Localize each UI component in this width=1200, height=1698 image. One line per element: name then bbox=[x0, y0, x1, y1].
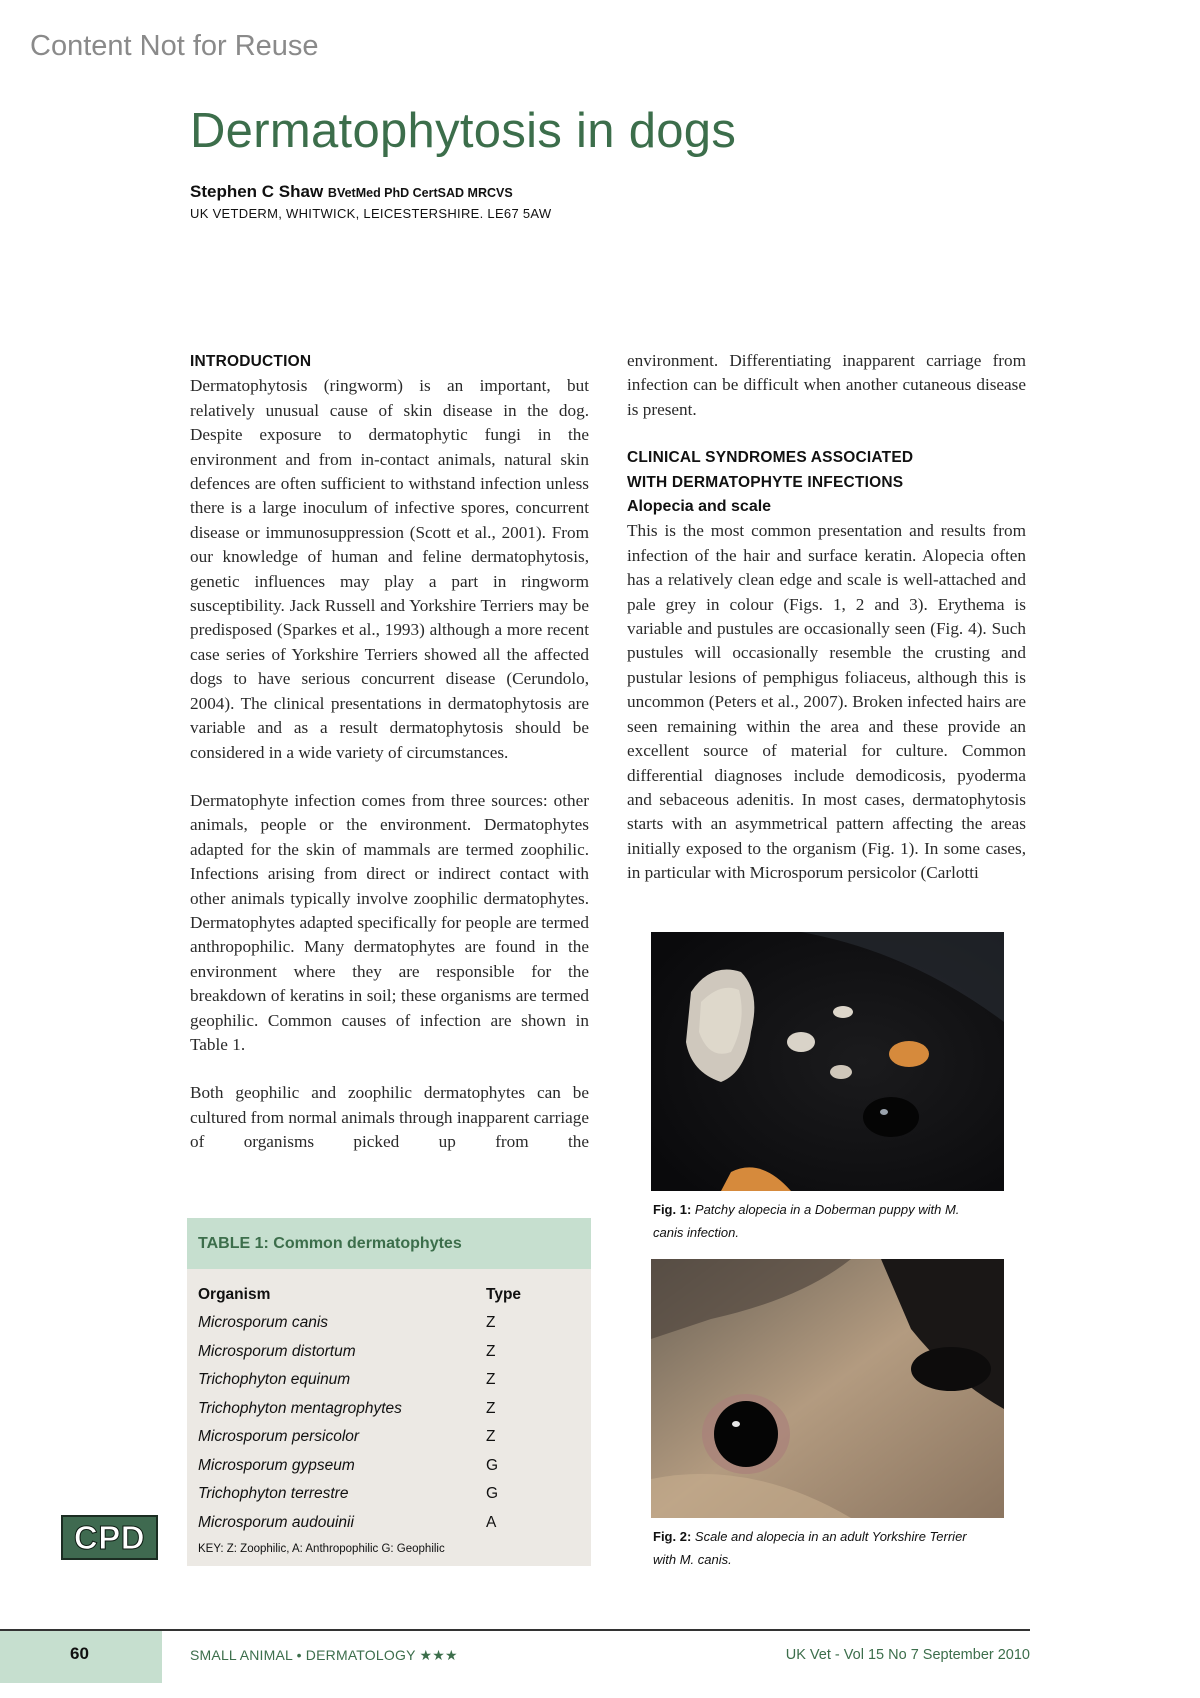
organism-cell: Trichophyton mentagrophytes bbox=[198, 1399, 402, 1417]
table-key: KEY: Z: Zoophilic, A: Anthropophilic G: Geophilic bbox=[198, 1543, 445, 1555]
paragraph: Dermatophytosis (ringworm) is an important, but relatively unusual cause of skin disease in the dog. Despite exposure to dermatophytic fungi in the environment and from in-contact animals, natural skin defences are often sufficient to withstand infection unless there is a large inoculum of infective spores, concurrent disease or immunosuppression (Scott et al., 2001). From our knowledge of human and feline dermatophytosis, genetic influences may play a part in ringworm susceptibility. Jack Russell and Yorkshire Terriers may be predisposed (Sparkes et al., 1993) although a more recent case series of Yorkshire Terriers showed all the affected dogs to have serious concurrent disease (Cerundolo, 2004). The clinical presentations in dermatophytosis are variable and as a result dermatophytosis should be considered in a wide variety of circumstances. bbox=[190, 376, 589, 762]
figure-1-image bbox=[651, 932, 1004, 1191]
table-row bbox=[198, 1480, 521, 1509]
figure-1-caption bbox=[653, 1198, 983, 1244]
watermark: Content Not for Reuse bbox=[30, 30, 319, 62]
author-line bbox=[190, 182, 513, 202]
table-grid bbox=[198, 1281, 521, 1537]
section-heading-introduction: INTRODUCTION bbox=[190, 353, 312, 370]
organism-cell: Microsporum audouinii bbox=[198, 1513, 354, 1531]
type-cell: Z bbox=[486, 1371, 496, 1389]
type-cell: Z bbox=[486, 1314, 496, 1332]
table-row bbox=[198, 1452, 521, 1481]
page-number: 60 bbox=[70, 1644, 89, 1663]
organism-cell: Trichophyton terrestre bbox=[198, 1485, 349, 1503]
section-heading-clinical-1: CLINICAL SYNDROMES ASSOCIATED bbox=[627, 449, 914, 467]
type-cell: A bbox=[486, 1513, 497, 1531]
organism-cell: Microsporum canis bbox=[198, 1314, 329, 1332]
author-name: Stephen C Shaw bbox=[190, 182, 324, 201]
section-heading-clinical-2: WITH DERMATOPHYTE INFECTIONS bbox=[627, 473, 904, 491]
table-row bbox=[198, 1423, 521, 1452]
column-header: Type bbox=[486, 1286, 522, 1303]
figure-label: Fig. 2: bbox=[653, 1529, 692, 1544]
cpd-badge-label: CPD bbox=[73, 1518, 146, 1556]
author-credentials: BVetMed PhD CertSAD MRCVS bbox=[327, 186, 513, 200]
paragraph: environment. Differentiating inapparent carriage from infection can be difficult when another cutaneous disease is present. bbox=[627, 351, 1026, 419]
paragraph: This is the most common presentation and results from infection of the hair and surface keratin. Alopecia often has a relatively clean edge and scale is well-attached and pale grey in colour (Figs. 1, 2 and 3). Erythema is variable and pustules are occasionally seen (Fig. 4). Such pustules will occasionally resemble the crusting and pustular lesions of pemphigus foliaceus, although this is uncommon (Peters et al., 2007). Broken infected hairs are seen remaining within the area and these provide an excellent source of material for culture. Common differential diagnoses include demodicosis, pyoderma and sebaceous adenitis. In most cases, dermatophytosis starts with an asymmetrical pattern affecting the areas initially exposed to the organism (Fig. 1). In some cases, in particular with Microsporum persicolor (Carlotti bbox=[627, 521, 1026, 883]
subheading-alopecia: Alopecia and scale bbox=[627, 498, 772, 516]
table-row bbox=[198, 1509, 521, 1538]
footer-journal: UK Vet - Vol 15 No 7 September 2010 bbox=[785, 1647, 1030, 1663]
table-title: TABLE 1: Common dermatophytes bbox=[187, 1218, 591, 1269]
caption-text: Patchy alopecia in a Doberman puppy with M. canis infection. bbox=[653, 1202, 960, 1240]
type-cell: Z bbox=[486, 1399, 496, 1417]
table-row bbox=[198, 1338, 521, 1367]
footer-section: SMALL ANIMAL • DERMATOLOGY ★★★ bbox=[190, 1647, 458, 1663]
table-row bbox=[198, 1395, 521, 1424]
author-affiliation: UK VETDERM, WHITWICK, LEICESTERSHIRE. LE67 5AW bbox=[190, 206, 552, 221]
figure-label: Fig. 1: bbox=[653, 1202, 692, 1217]
paragraph: Dermatophyte infection comes from three sources: other animals, people or the environment. Dermatophytes adapted for the skin of mammals are termed zoophilic. Infections arising from direct or indirect contact with other animals typically involve zoophilic dermatophytes. Dermatophytes adapted specifically for people are termed anthropophilic. Many dermatophytes are found in the environment where they are responsible for the breakdown of keratins in soil; these organisms are termed geophilic. Common causes of infection are shown in Table 1. bbox=[190, 790, 589, 1054]
dermatophytes-table bbox=[187, 1218, 591, 1566]
column-left bbox=[190, 350, 589, 1179]
type-cell: Z bbox=[486, 1342, 496, 1360]
type-cell: Z bbox=[486, 1428, 496, 1446]
organism-cell: Microsporum persicolor bbox=[198, 1428, 360, 1446]
type-cell: G bbox=[486, 1456, 499, 1474]
organism-cell: Microsporum distortum bbox=[198, 1342, 356, 1360]
type-cell: G bbox=[486, 1485, 499, 1503]
column-right bbox=[627, 349, 1026, 910]
caption-text: Scale and alopecia in an adult Yorkshire Terrier with M. canis. bbox=[653, 1529, 967, 1567]
table-row bbox=[198, 1309, 521, 1338]
article-title: Dermatophytosis in dogs bbox=[190, 104, 737, 158]
table-header-row bbox=[198, 1281, 521, 1309]
table-row bbox=[198, 1366, 521, 1395]
paragraph: Both geophilic and zoophilic dermatophytes can be cultured from normal animals through inapparent carriage of organisms picked up from the bbox=[190, 1083, 589, 1152]
cpd-badge bbox=[61, 1515, 158, 1560]
figure-2-image bbox=[651, 1259, 1004, 1518]
organism-cell: Microsporum gypseum bbox=[198, 1456, 355, 1474]
figure-2-caption bbox=[653, 1525, 983, 1571]
column-header: Organism bbox=[198, 1286, 271, 1303]
organism-cell: Trichophyton equinum bbox=[198, 1371, 351, 1389]
